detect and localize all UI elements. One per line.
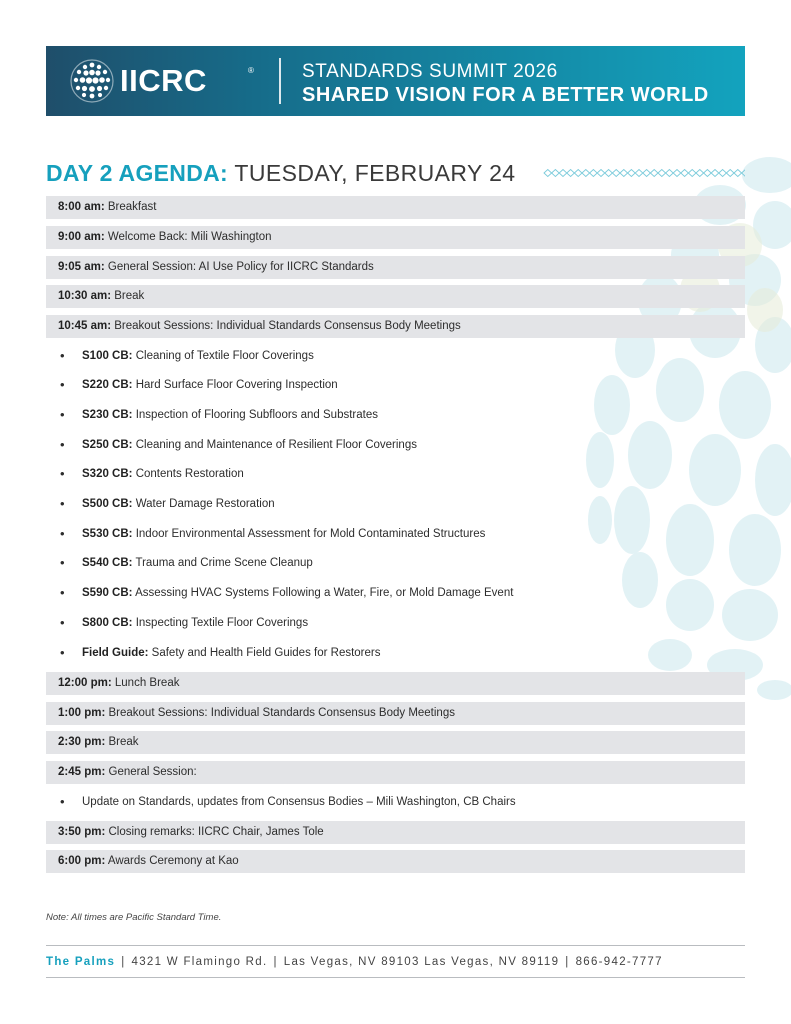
diamond-shape xyxy=(552,170,560,177)
diamond-shape xyxy=(643,170,651,177)
bullet-text xyxy=(82,584,513,602)
agenda-row xyxy=(46,761,745,784)
agenda-description: Break xyxy=(108,736,139,748)
day-heading-date: TUESDAY, FEBRUARY 24 xyxy=(234,160,516,186)
session-code: S500 CB: xyxy=(82,498,133,510)
agenda-description: Breakout Sessions: Individual Standards Consensus Body Meetings xyxy=(114,320,461,332)
logo-wordmark: IICRC xyxy=(120,63,207,98)
bullet-dot-icon: • xyxy=(60,794,65,809)
agenda-time: 9:05 am: xyxy=(58,261,105,273)
diamond-shape xyxy=(696,170,704,177)
agenda-description: General Session: AI Use Policy for IICRC Standards xyxy=(107,261,374,273)
diamond-shape xyxy=(681,170,689,177)
agenda-row xyxy=(46,256,745,279)
diamond-shape xyxy=(567,170,575,177)
session-code: S530 CB: xyxy=(82,528,133,540)
venue-phone: 866-942-7777 xyxy=(575,956,663,968)
day-heading xyxy=(46,158,516,188)
agenda-row xyxy=(46,285,745,308)
agenda-description: Breakout Sessions: Individual Standards Consensus Body Meetings xyxy=(108,707,455,719)
diamond-shape xyxy=(590,170,598,177)
timezone-note: Note: All times are Pacific Standard Time. xyxy=(46,912,222,923)
agenda-time: 1:00 pm: xyxy=(58,707,106,719)
registered-mark: ® xyxy=(248,66,254,75)
session-code: S590 CB: xyxy=(82,587,133,599)
diamond-shape xyxy=(719,170,727,177)
bullet-text xyxy=(82,406,378,424)
diamond-shape xyxy=(742,170,745,177)
bullet-text xyxy=(82,465,244,483)
session-title: Assessing HVAC Systems Following a Water, Fire, or Mold Damage Event xyxy=(135,587,514,599)
agenda-time: 10:45 am: xyxy=(58,320,112,332)
bullet-text xyxy=(82,554,313,572)
agenda-description: Lunch Break xyxy=(114,677,180,689)
diamond-shape xyxy=(620,170,628,177)
diamond-shape xyxy=(544,170,552,177)
session-code: S230 CB: xyxy=(82,409,133,421)
session-title: Water Damage Restoration xyxy=(135,498,275,510)
bullet-text xyxy=(82,376,338,394)
bullet-dot-icon: • xyxy=(60,496,65,511)
agenda-description: Closing remarks: IICRC Chair, James Tole xyxy=(108,826,324,838)
venue-name: The Palms xyxy=(46,956,116,968)
bullet-dot-icon: • xyxy=(60,526,65,541)
banner-divider xyxy=(279,58,281,104)
diamond-shape xyxy=(605,170,613,177)
agenda-description: Awards Ceremony at Kao xyxy=(107,855,239,867)
session-code: S220 CB: xyxy=(82,379,133,391)
session-code: S540 CB: xyxy=(82,557,133,569)
agenda-row xyxy=(46,672,745,695)
diamond-shape xyxy=(597,170,605,177)
bullet-dot-icon: • xyxy=(60,437,65,452)
agenda-row xyxy=(46,850,745,873)
diamond-shape xyxy=(635,170,643,177)
diamond-shape xyxy=(658,170,666,177)
agenda-description: Welcome Back: Mili Washington xyxy=(107,231,272,243)
session-code: S320 CB: xyxy=(82,468,133,480)
bullet-text xyxy=(82,614,308,632)
footer-contact xyxy=(46,954,745,970)
footer-separator: | xyxy=(273,956,278,968)
session-title: Update on Standards, updates from Consensus Bodies – Mili Washington, CB Chairs xyxy=(82,796,516,808)
footer-separator: | xyxy=(121,956,126,968)
footer-separator: | xyxy=(565,956,570,968)
agenda-row xyxy=(46,731,745,754)
venue-city: Las Vegas, NV 89103 Las Vegas, NV 89119 xyxy=(283,956,560,968)
agenda-row xyxy=(46,315,745,338)
bullet-dot-icon: • xyxy=(60,466,65,481)
bullet-text xyxy=(82,347,314,365)
agenda-row xyxy=(46,196,745,219)
session-title: Trauma and Crime Scene Cleanup xyxy=(135,557,313,569)
bullet-text xyxy=(82,644,381,662)
session-title: Cleaning and Maintenance of Resilient Floor Coverings xyxy=(135,439,417,451)
diamond-shape xyxy=(704,170,712,177)
agenda-time: 9:00 am: xyxy=(58,231,105,243)
diamond-shape xyxy=(666,170,674,177)
bullet-dot-icon: • xyxy=(60,348,65,363)
agenda-description: Break xyxy=(114,290,145,302)
diamond-shape xyxy=(559,170,567,177)
bullet-text xyxy=(82,525,485,543)
bullet-dot-icon: • xyxy=(60,377,65,392)
bullet-dot-icon: • xyxy=(60,555,65,570)
header-banner xyxy=(46,46,745,116)
day-heading-accent: DAY 2 AGENDA: xyxy=(46,160,228,186)
session-code: S250 CB: xyxy=(82,439,133,451)
diamond-shape xyxy=(628,170,636,177)
bullet-text xyxy=(82,495,275,513)
agenda-time: 2:30 pm: xyxy=(58,736,106,748)
agenda-row xyxy=(46,226,745,249)
diamond-shape xyxy=(711,170,719,177)
session-code: S100 CB: xyxy=(82,350,133,362)
agenda-time: 12:00 pm: xyxy=(58,677,112,689)
diamond-shape xyxy=(673,170,681,177)
session-title: Hard Surface Floor Covering Inspection xyxy=(135,379,338,391)
diamond-shape xyxy=(688,170,696,177)
bullet-dot-icon: • xyxy=(60,585,65,600)
session-code: S800 CB: xyxy=(82,617,133,629)
agenda-description: Breakfast xyxy=(107,201,157,213)
session-code: Field Guide: xyxy=(82,647,149,659)
session-title: Safety and Health Field Guides for Restorers xyxy=(151,647,381,659)
session-title: Cleaning of Textile Floor Coverings xyxy=(135,350,314,362)
iicrc-globe-logo-icon xyxy=(70,59,114,103)
bullet-dot-icon: • xyxy=(60,615,65,630)
diamond-shape xyxy=(734,170,742,177)
venue-address: 4321 W Flamingo Rd. xyxy=(131,956,268,968)
session-title: Indoor Environmental Assessment for Mold Contaminated Structures xyxy=(135,528,486,540)
diamond-shape xyxy=(574,170,582,177)
summit-title: STANDARDS SUMMIT 2026 xyxy=(302,61,558,82)
agenda-time: 8:00 am: xyxy=(58,201,105,213)
footer-bottom-divider xyxy=(46,977,745,978)
session-title: Inspection of Flooring Subfloors and Substrates xyxy=(135,409,378,421)
summit-tagline: SHARED VISION FOR A BETTER WORLD xyxy=(302,84,709,106)
bullet-dot-icon: • xyxy=(60,407,65,422)
bullet-text xyxy=(82,793,516,811)
bullet-dot-icon: • xyxy=(60,645,65,660)
session-title: Inspecting Textile Floor Coverings xyxy=(135,617,309,629)
diamond-shape xyxy=(650,170,658,177)
agenda-row xyxy=(46,821,745,844)
diamond-shape xyxy=(726,170,734,177)
footer-top-divider xyxy=(46,945,745,946)
bullet-text xyxy=(82,436,417,454)
agenda-row xyxy=(46,702,745,725)
diamond-shape xyxy=(612,170,620,177)
session-title: Contents Restoration xyxy=(135,468,244,480)
diamond-chain-decoration xyxy=(540,166,745,180)
agenda-description: General Session: xyxy=(108,766,197,778)
agenda-time: 2:45 pm: xyxy=(58,766,106,778)
diamond-shape xyxy=(582,170,590,177)
agenda-time: 6:00 pm: xyxy=(58,855,106,867)
agenda-time: 10:30 am: xyxy=(58,290,112,302)
agenda-time: 3:50 pm: xyxy=(58,826,106,838)
